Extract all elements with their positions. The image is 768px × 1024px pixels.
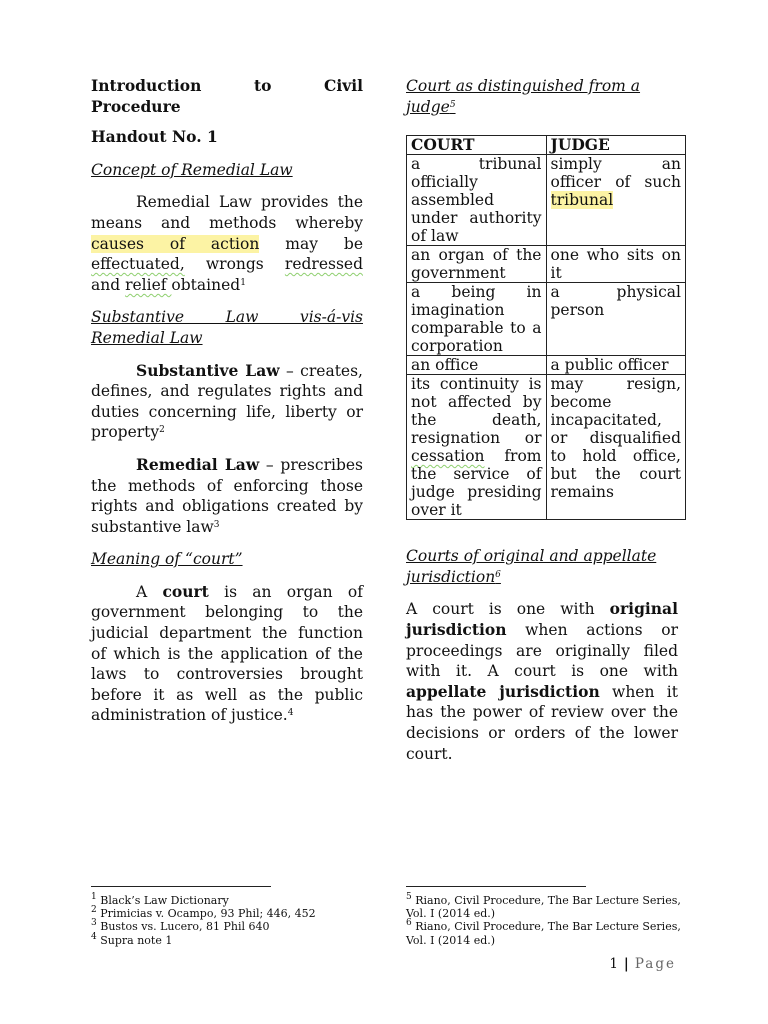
squiggle-word: cessation xyxy=(411,447,485,466)
squiggle-word: effectuated, xyxy=(91,255,185,274)
footnote: $^3$ Bustos vs. Lucero, 81 Phil 640 xyxy=(91,918,270,934)
table-row xyxy=(407,283,686,356)
footnote: $^1$ Black’s Law Dictionary xyxy=(91,892,229,907)
page-separator: | xyxy=(623,956,629,972)
term: appellate jurisdiction xyxy=(406,681,600,701)
table-row xyxy=(407,246,686,283)
table-row xyxy=(407,155,686,246)
footnote-divider xyxy=(406,886,586,887)
table-cell: simply an officer of such tribunal xyxy=(546,155,686,246)
squiggle-word: redressed xyxy=(284,255,363,274)
term: Substantive Law xyxy=(136,360,280,380)
footnote-ref: 5 xyxy=(449,99,456,110)
footnote-ref: 6 xyxy=(495,569,501,580)
table-cell: an office xyxy=(407,356,547,375)
footnote-divider xyxy=(91,886,271,887)
remedial-law-definition: Remedial Law – prescribes the methods of enforcing those rights and obligations created by substantive law$^3$ xyxy=(91,454,363,536)
court-judge-table xyxy=(406,135,686,520)
handout-number: Handout No. 1 xyxy=(91,127,218,147)
document-title-line2: Procedure xyxy=(91,96,181,116)
document-title xyxy=(91,76,363,97)
court-paragraph: A court is an organ of government belonging to the judicial department the function of which is the application of the laws to controversies brought before it as well as the public administration of justice.$^4$ xyxy=(91,581,363,725)
column-header: COURT xyxy=(407,136,547,155)
table-cell: a physical person xyxy=(546,283,686,356)
jurisdiction-paragraph: A court is one with original jurisdiction when actions or proceedings are originally filed with it. A court is one with appellate jurisdiction when it has the power of review over the decisions or orders of the lower court. xyxy=(406,599,678,763)
highlight: causes of action xyxy=(91,234,260,253)
page-number: 1 xyxy=(609,956,618,972)
column-header: JUDGE xyxy=(546,136,686,155)
footnote: $^4$ Supra note 1 xyxy=(91,931,173,947)
substantive-heading: Substantive Law vis-á-vis Remedial Law xyxy=(91,308,363,347)
table-cell: an organ of the government xyxy=(407,246,547,283)
footnote-ref: 2 xyxy=(159,425,165,436)
footnote: $^6$ Riano, Civil Procedure, The Bar Lecture Series, Vol. I (2014 ed.) xyxy=(406,918,681,947)
table-cell: its continuity is not affected by the death, resignation or cessation from the service of judge presiding over it xyxy=(407,375,547,520)
title-word: Introduction xyxy=(91,76,202,95)
highlight: tribunal xyxy=(550,191,614,210)
term: Remedial Law xyxy=(136,454,260,474)
footnote-ref: 4 xyxy=(287,708,294,719)
squiggle-word: relief xyxy=(125,275,172,294)
term: court xyxy=(162,581,209,601)
table-cell: a being in imagination comparable to a corporation xyxy=(407,283,547,356)
title-word: Civil xyxy=(323,76,363,95)
distinguish-heading: Court as distinguished from a judge$^5$ xyxy=(406,77,641,116)
title-word: to xyxy=(253,76,272,95)
footnotes-left xyxy=(91,894,371,947)
footnote-ref: 3 xyxy=(213,519,220,530)
concept-heading: Concept of Remedial Law xyxy=(91,160,293,179)
left-column xyxy=(91,76,363,738)
right-column xyxy=(406,76,681,776)
table-cell: may resign, become incapacitated, or disqualified to hold office, but the court remains xyxy=(546,375,686,520)
term: original jurisdiction xyxy=(406,599,678,639)
table-header-row xyxy=(407,136,686,155)
footnote: $^5$ Riano, Civil Procedure, The Bar Lecture Series, Vol. I (2014 ed.) xyxy=(406,892,681,921)
jurisdiction-heading: Courts of original and appellate jurisdiction$^6$ xyxy=(406,547,657,586)
remedial-law-paragraph: Remedial Law provides the means and methods whereby causes of action may be effectuated, wrongs redressed and relief obtained$^1$ xyxy=(91,193,363,294)
table-cell: one who sits on it xyxy=(546,246,686,283)
page-label: Page xyxy=(634,956,676,972)
table-row xyxy=(407,356,686,375)
footnote-ref: 1 xyxy=(240,277,246,288)
table-row xyxy=(407,375,686,520)
footnotes-right xyxy=(406,894,686,947)
substantive-law-paragraph: Substantive Law – creates, defines, and regulates rights and duties concerning life, liberty or property$^2$ xyxy=(91,360,363,442)
court-meaning-heading: Meaning of “court” xyxy=(91,550,243,569)
table-cell: a public officer xyxy=(546,356,686,375)
table-cell: a tribunal officially assembled under authority of law xyxy=(407,155,547,246)
page-footer xyxy=(609,956,676,972)
footnote: $^2$ Primicias v. Ocampo, 93 Phil; 446, 452 xyxy=(91,905,316,921)
